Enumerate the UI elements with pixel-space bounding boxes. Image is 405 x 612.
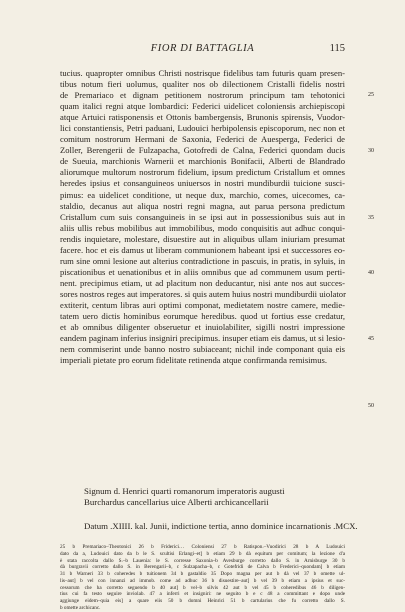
signum-line: Signum d. Henrici quarti romanorum imperatoris augusti <box>84 486 285 496</box>
text-line: et ab omnibus diligenter obseruetur et inuiolabiliter, sigilli nostri impressione <box>60 322 345 333</box>
text-line: rum sine omni lesione aut alterius contradictione in pascuis, in pratis, in syluis, in <box>60 255 345 266</box>
line-number: 30 <box>368 148 374 154</box>
apparatus-line: tius cui fa testo seguire inviolab. 47 a inferri et insigniri: ne seguito b e c 48 a committant e dopo unde <box>60 591 345 598</box>
line-number: 45 <box>368 336 374 342</box>
text-line: de Sueuia, marchionis Warnerii et marchionis Bonifacii, Alberti de Blandrado <box>60 156 345 167</box>
text-line: imperiali pietate pro eorum fidelitate retinenda atque confirmanda remisimus. <box>60 355 328 366</box>
text-line: quam italici regni atque lombardici: Federici uidelicet coloniensis archiepiscopi <box>60 101 345 112</box>
page-number: 115 <box>329 43 345 54</box>
text-line: sores nostros reges aut imperatores. si quis autem huius nostri mundiburdii uiolator <box>60 288 346 299</box>
page-header <box>60 43 345 57</box>
line-number: 25 <box>368 92 374 98</box>
text-line: eandem paginam inferius insigniri precipimus. insuper etiam eis damus, ut si lesio- <box>60 333 346 344</box>
text-line: staldio, decanus aut aliqua nostri regni magna, aut parua persona predictum <box>60 200 345 211</box>
text-line: tatem uero dictis hominibus eorumque heredibus. quod ut fortius esse credatur, <box>60 311 345 322</box>
dating-clause: Datum .XIIII. kal. Junii, indictione tertia, anno dominice incarnationis .MCX. <box>84 521 358 531</box>
apparatus-line: dà burgravii corretto dallo S. in Berengarii–b, c Sulzapacha–b, c Gotefridi de Calva b Frederici–quondam] b etiam <box>60 564 345 571</box>
apparatus-line: cessorum che ha corretto seguendo b 40 aut] b vel–b silvis 42 aut b vel 45 b coheredibus 46 b diligen- <box>60 584 345 591</box>
text-line: lici constantiensis, Petri paduani, Ludouici herbipolensis episcoporum, nec non et <box>60 123 345 134</box>
text-line: piscationibus et uenationibus et in aliis omnibus que ad communem usum perti- <box>60 266 345 277</box>
text-line: de Premariaco et dignam petitionem nostrorum principum tam tehotonici <box>60 90 345 101</box>
text-line: Zoller, Berengerii de Fulzapacha, Gotofredi de Calna, Federici quondam ducis <box>60 145 345 156</box>
text-line: nem commiserint unde banno nostro subiaceant; nichil inde componant quia eis <box>60 344 345 355</box>
line-number: 50 <box>368 403 374 409</box>
text-line: tibus notum fieri uolumus, qualiter nos ob dilectionem Cristalli fidelis nostri <box>60 79 345 90</box>
apparatus-line: è stata raccolta dallo S.–b Lauenia: le S. corresse Saxonia–b Avesburge corretto dallo S. in Arnisburge 30 b <box>60 557 345 564</box>
main-text <box>60 68 345 366</box>
text-line: tucius. quapropter omnibus Christi nostrisque fidelibus tam futuris quam presen- <box>60 68 345 78</box>
text-line: rendis inquietare, molestare, disuestire aut in aliquibus ullam iniuriam presumat <box>60 233 345 244</box>
running-title: FIOR DI BATTAGLIA <box>150 43 255 54</box>
line-number: 35 <box>368 215 374 221</box>
subscription-block <box>60 486 345 508</box>
text-line: aliis ullis rebus mobilibus aut immobilibus, modo conquisitis aut adhuc conqui- <box>60 222 345 233</box>
line-number: 40 <box>368 270 374 276</box>
text-line: atque Artuici ratisponensis et Ottonis bambergensis, Brunonis spirensis, Vuodor- <box>60 112 345 123</box>
chancellor-line: Burchardus cancellarius uice Alberti archicancellarii <box>84 497 269 508</box>
text-line: comitum nostrorum Hermani de Saxonia, Federici de Auesperga, Federici de <box>60 134 345 145</box>
text-line: heredes ipsius et consanguineos uniuersos in nostri mundiburdii tuicione susci- <box>60 178 345 189</box>
apparatus-line: 31 b Warneri 33 b coheredes b tuitionem 34 b gastaldio 35 Dopo magna per aut b dà vel 37 b omette ul- <box>60 571 345 577</box>
critical-apparatus <box>60 544 345 612</box>
text-line: Cristallum cum suis consanguineis in se ipsi aut in possessionibus suis aut in <box>60 211 345 222</box>
text-line: pimus: ea uidelicet conditione, ut neque dux, marchio, comes, uicecomes, ca- <box>60 189 345 200</box>
text-line: facere. hoc et eis damus ut liberam communionem habeant ipsi et successores eo- <box>60 244 345 255</box>
apparatus-line: aggiunge eidem–quia eis] a quare eiis 50 b domni Heinrici 51 b cartularius che fu corretto dallo S. <box>60 598 345 604</box>
apparatus-line: b omette archicanc. <box>60 604 101 611</box>
text-line: aliorumque multorum nostrorum fidelium, ipsum predictum Cristallum et omnes <box>60 167 345 178</box>
text-line: nent. precipimus etiam, ut ad placitum non deducantur, nisi ante nos aut succes- <box>60 277 345 288</box>
apparatus-line: 25 b Premariaco–Theotonici 26 b Friderici… Coloniensi 27 b Ratispon.–Vuodirici 28 b A Ludouici <box>60 544 345 550</box>
text-line: extiterit, centum libras auri optimi componat, medietatem nostre camere, medie- <box>60 299 345 310</box>
apparatus-line: lis–aut] b vel con innanzi ad immob. come ad adhuc 36 b disuestire–aut] b vel 39 b etiam a ipsius et suc- <box>60 577 345 584</box>
apparatus-line: dato da a, Ludouici dato da b le S. scultisi Erlangi–et] b etiam 29 b dà equitum per comitum; la lezione d'a <box>60 550 345 557</box>
